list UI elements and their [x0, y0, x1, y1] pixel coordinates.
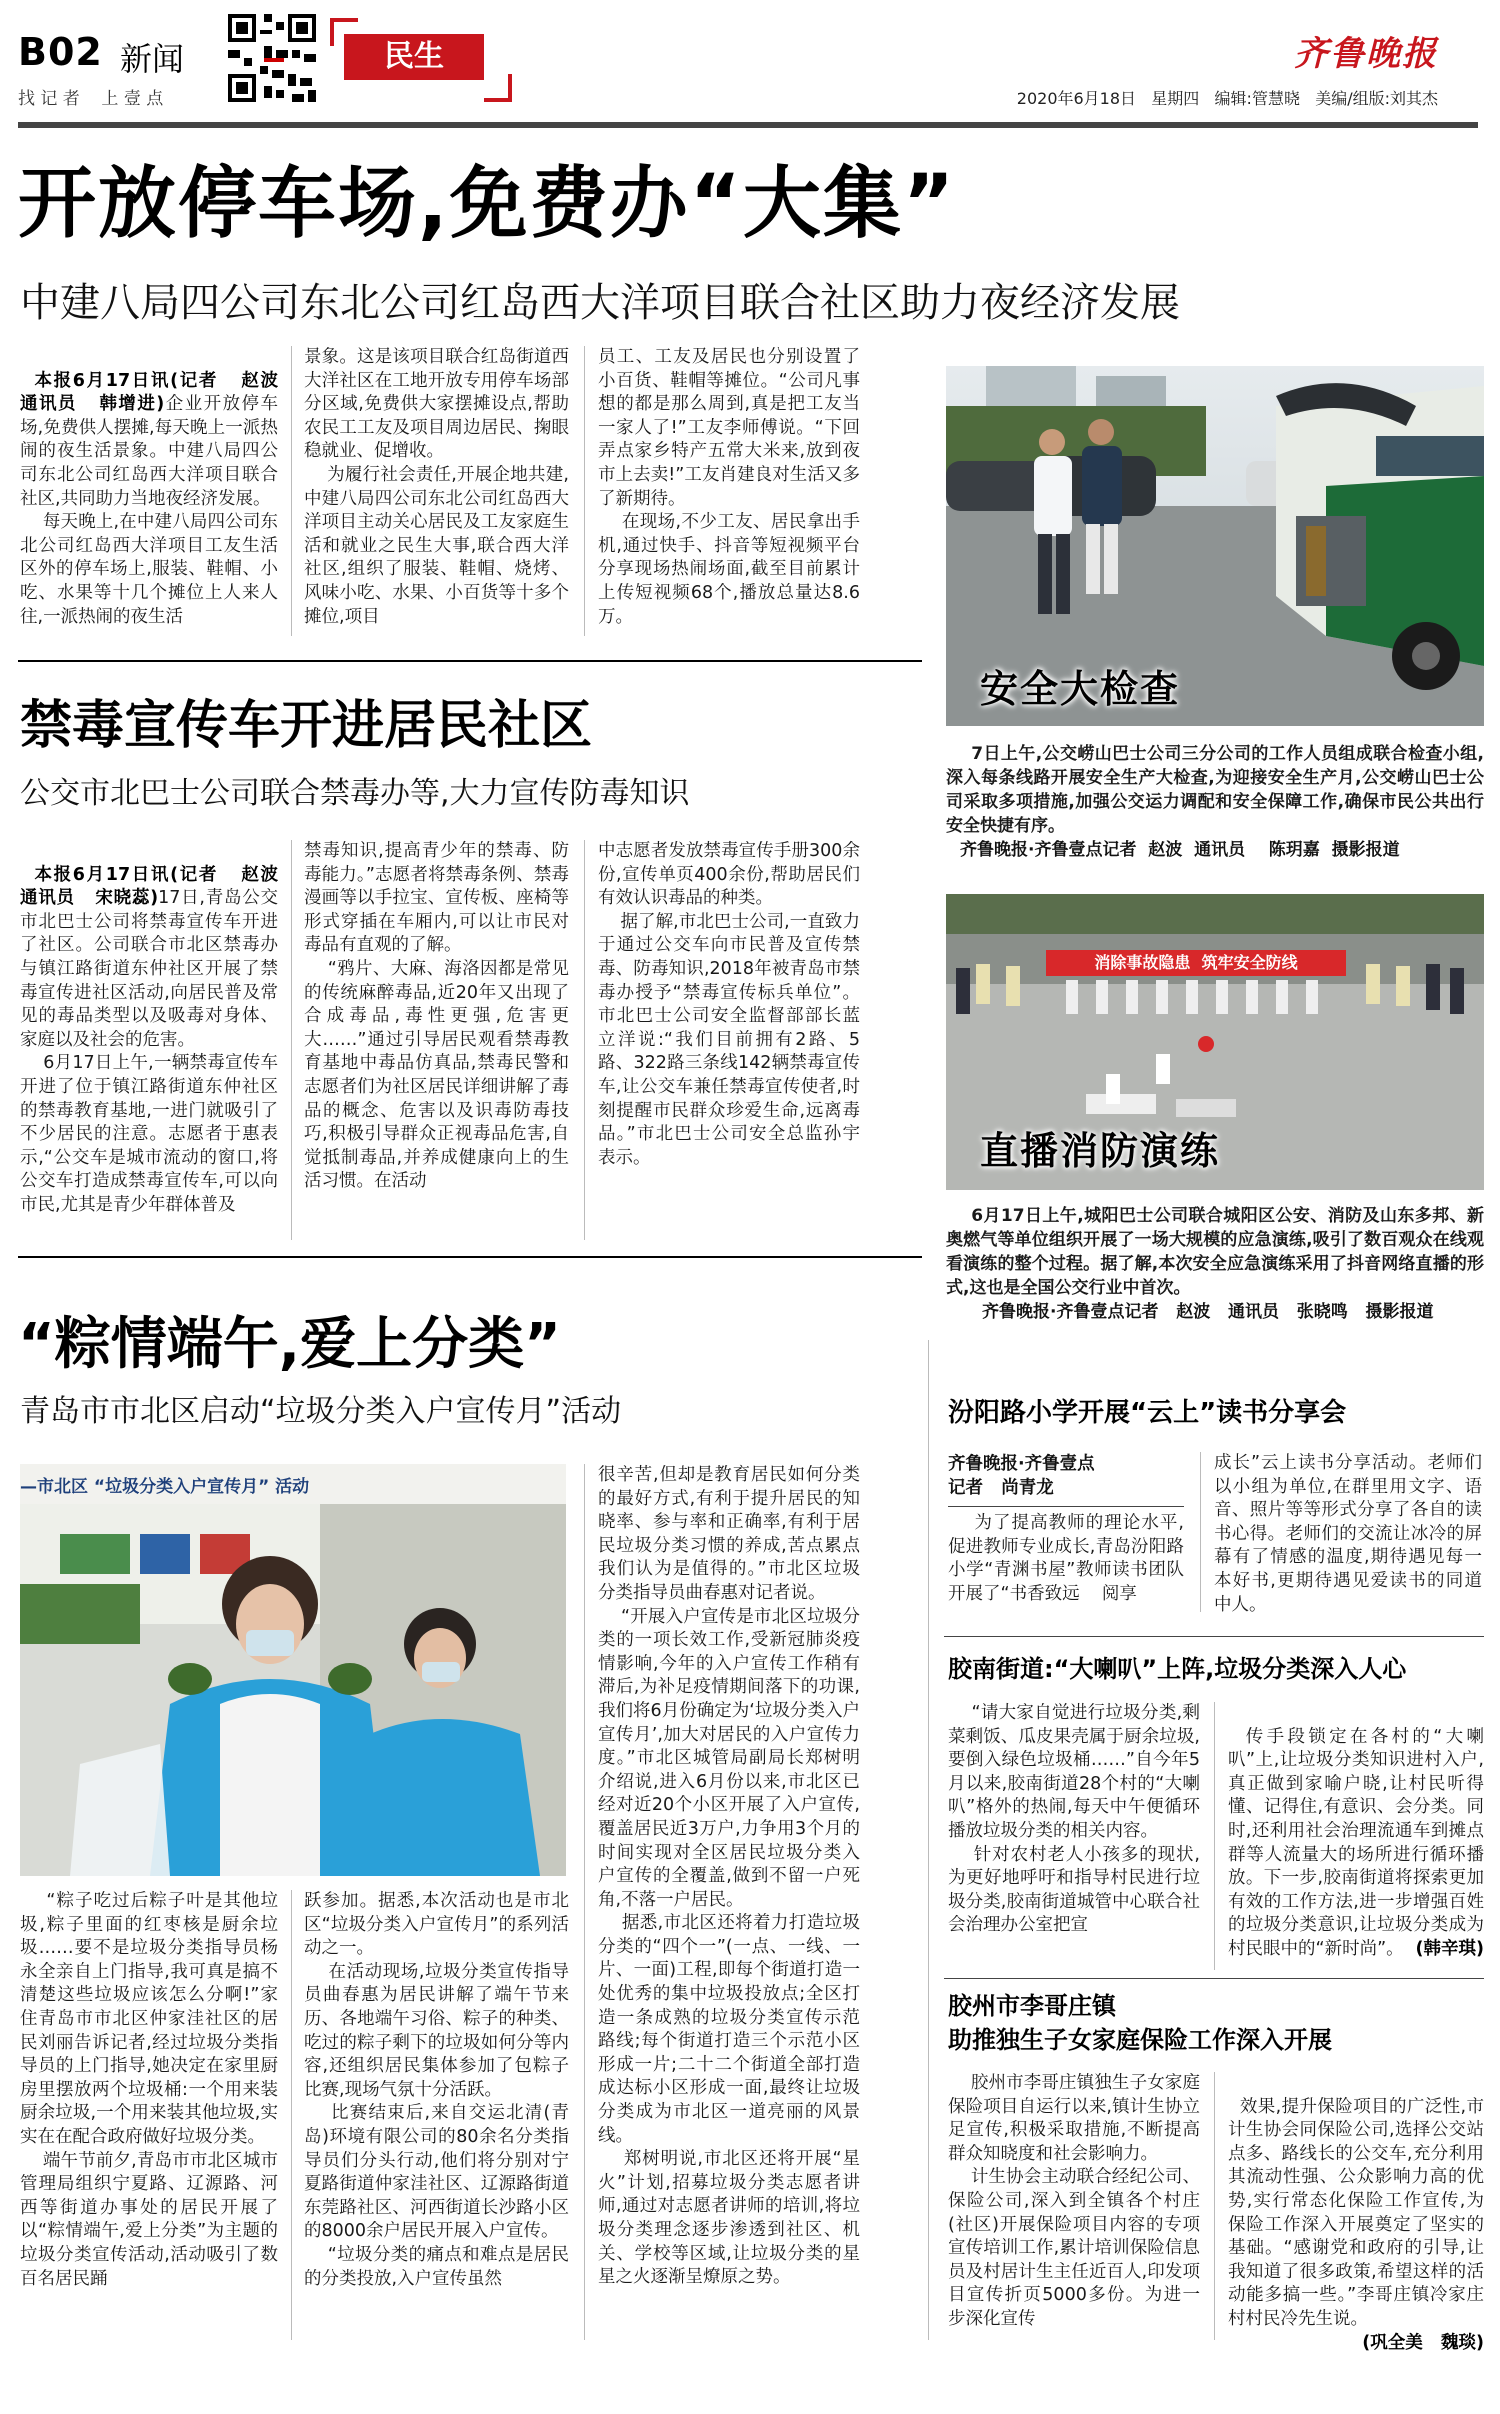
divider [1200, 1452, 1201, 1612]
story6-col2-text: 效果,提升保险项目的广泛性,市计生协会同保险公司,选择公交站点多、路线长的公交车,充分利用其流动性强、公众影响力高的优势,实行常态化保险工作宣传,为保险工作深入开展奠定了坚实的基础。“感谢党和政府的引导,让我知道了很多政策,希望这样的活动能多搞一些。”李哥庄镇冷家庄村村民冷先生说。 [1228, 2096, 1484, 2329]
story6-title2: 助推独生子女家庭保险工作深入开展 [948, 2026, 1332, 2054]
story2-byline: 本报6月17日讯(记者 赵波 通讯员 宋晓蕊) [20, 864, 291, 909]
section-name: 新闻 [120, 40, 185, 78]
masthead-tagline: 找 记 者 上 壹 点 [18, 89, 164, 109]
story2-col1-text: 17日,青岛公交市北巴士公司将禁毒宣传车开进了社区。公司联合市北区禁毒办与镇江路街道东仲社区开展了禁毒宣传进社区活动,向居民普及常见的毒品类型以及吸毒对身体、家庭以及社会的危害。 6月17日上午,一辆禁毒宣传车开进了位于镇江路街道东仲社区的禁毒教育基地,一进门就吸引了不少居民的注意。志愿者于惠表示,“公交车是城市流动的窗口,将公交车打造成禁毒宣传车,可以向市民,尤其是青少年群体普及 [20, 888, 278, 1215]
photo2-credit: 齐鲁晚报·齐鲁壹点记者 赵波 通讯员 张晓鸣 摄影报道 [982, 1302, 1434, 1322]
section-divider [944, 1636, 1484, 1637]
story1-byline: 本报6月17日讯(记者 赵波 通讯员 韩增进) [20, 370, 291, 415]
section-divider [18, 660, 922, 662]
story1-col1 [20, 346, 291, 636]
story1-subtitle: 中建八局四公司东北公司红岛西大洋项目联合社区助力夜经济发展 [20, 280, 1180, 326]
newspaper-logo: 齐鲁晚报 [1294, 34, 1438, 74]
divider [584, 840, 585, 1240]
story3-title: “粽情端午,爱上分类” [18, 1312, 561, 1377]
divider [291, 840, 292, 1240]
divider [1214, 2072, 1215, 2340]
divider [291, 1890, 292, 2340]
story1-col1-text: 企业开放停车场,免费供人摆摊,每天晚上一派热闹的夜生活景象。中建八局四公司东北公司红岛西大洋项目联合社区,共同助力当地夜经济发展。 每天晚上,在中建八局四公司东北公司红岛西大洋项目工友生活区外的停车场上,服装、鞋帽、小吃、水果等十几个摊位上人来人往,一派热闹的夜生活 [20, 394, 278, 627]
story3-subtitle: 青岛市市北区启动“垃圾分类入户宣传月”活动 [20, 1394, 622, 1429]
masthead-rule [18, 122, 1478, 128]
story2-col1 [20, 840, 291, 1240]
story1-col2: 景象。这是该项目联合红岛街道西大洋社区在工地开放专用停车场部分区域,免费供大家摆摊设点,帮助农民工工友及项目周边居民、掬眼稳就业、促增收。 为履行社会责任,开展企地共建,中建八局四公司东北公司红岛西大洋项目主动关心居民及工友家庭生活和就业之民生大事,联合西大洋社区,组织了服装、鞋帽、烧烤、风味小吃、水果、小百货等十多个摊位,项目 [304, 347, 569, 627]
divider [1214, 1702, 1215, 1970]
story4-title: 汾阳路小学开展“云上”读书分享会 [948, 1398, 1347, 1428]
story5-signoff: (韩辛琪) [1415, 1938, 1484, 1959]
story2-title: 禁毒宣传车开进居民社区 [20, 696, 593, 756]
story5-title: 胶南街道:“大喇叭”上阵,垃圾分类深入人心 [948, 1655, 1407, 1683]
story3-below2: 跃参加。据悉,本次活动也是市北区“垃圾分类入户宣传月”的系列活动之一。 在活动现场,垃圾分类宣传指导员曲春惠为居民讲解了端午节来历、各地端午习俗、粽子的种类、吃过的粽子剩下的垃圾如何分等内容,还组织居民集体参加了包粽子比赛,现场气氛十分活跃。 比赛结束后,来自交运北清(青岛)环境有限公司的80余名分类指导员们分头行动,他们将分别对宁夏路街道仲家洼社区、辽源路街道东莞路社区、河西街道长沙路小区的8000余户居民开展入户宣传。 “垃圾分类的痛点和难点是居民的分类投放,入户宣传虽然 [304, 1891, 569, 2289]
story3-below1: “粽子吃过后粽子叶是其他垃圾,粽子里面的红枣核是厨余垃圾……要不是垃圾分类指导员杨永全亲自上门指导,我可真是搞不清楚这些垃圾应该怎么分啊!”家住青岛市市北区仲家洼社区的居民刘丽告诉记者,经过垃圾分类指导员的上门指导,她决定在家里厨房里摆放两个垃圾桶:一个用来装厨余垃圾,一个用来装其他垃圾,实实在在配合政府做好垃圾分类。 端午节前夕,青岛市市北区城市管理局组织宁夏路、辽源路、河西等街道办事处的居民开展了以“粽情端午,爱上分类”为主题的垃圾分类宣传活动,活动吸引了数百名居民踊 [20, 1891, 278, 2289]
divider [928, 1340, 929, 2340]
date-line: 2020年6月18日 星期四 编辑:管慧晓 美编/组版:刘其杰 [1016, 89, 1438, 108]
photo-banner: —市北区 “垃圾分类入户宣传月” 活动 [20, 1477, 310, 1497]
story4-credit: 齐鲁晚报·齐鲁壹点 记者 尚青龙 [948, 1454, 1095, 1498]
story5-col2 [1228, 1702, 1484, 1970]
channel-badge [330, 18, 512, 102]
photo2-text: 6月17日上午,城阳巴士公司联合城阳区公安、消防及山东多邦、新奥燃气等单位组织开展了一场大规模的应急演练,吸引了数百观众在线观看演练的整个过程。据了解,本次安全应急演练采用了抖音网络直播的形式,这也是全国公交行业中首次。 [946, 1206, 1484, 1298]
story1-title: 开放停车场,免费办“大集” [18, 159, 957, 249]
photo1-credit: 齐鲁晚报·齐鲁壹点记者 赵波 通讯员 陈玥嘉 摄影报道 [960, 840, 1400, 860]
photo1-caption: 安全大检查 [980, 667, 1181, 711]
story5-col2-text: 传手段锁定在各村的“大喇叭”上,让垃圾分类知识进村入户,真正做到家喻户晓,让村民听得懂、记得住,有意识、会分类。同时,还利用社会治理流通车到摊点群等人流量大的场所进行循环播放。下一步,胶南街道将探索更加有效的工作方法,进一步增强百姓的垃圾分类意识,让垃圾分类成为村民眼中的“新时尚”。 [1228, 1726, 1484, 1959]
credit-rule [948, 1506, 1184, 1507]
photo2-caption: 直播消防演练 [980, 1129, 1221, 1173]
photo-fire-drill [946, 894, 1484, 1190]
section-divider [18, 1256, 922, 1258]
masthead [0, 0, 1500, 128]
qr-code-icon [224, 10, 320, 106]
divider [291, 346, 292, 636]
photo-zongzi-event [20, 1464, 566, 1876]
story2-subtitle: 公交市北巴士公司联合禁毒办等,大力宣传防毒知识 [20, 776, 690, 811]
photo-safety-inspection [946, 366, 1484, 726]
zongzi-event-photo [20, 1464, 566, 1876]
story6-signoff: (巩全美 魏琰) [1362, 2332, 1484, 2353]
story2-col2: 禁毒知识,提高青少年的禁毒、防毒能力。”志愿者将禁毒条例、禁毒漫画等以手拉宝、宣传板、座椅等形式穿插在车厢内,可以让市民对毒品有直观的了解。 “鸦片、大麻、海洛因都是常见的传统麻醉毒品,近20年又出现了合成毒品,毒性更强,危害更大……”通过引导居民观看禁毒教育基地中毒品仿真品,禁毒民警和志愿者们为社区居民详细讲解了毒品的概念、危害以及识毒防毒技巧,积极引导群众正视毒品危害,自觉抵制毒品,并养成健康向上的生活习惯。在活动 [304, 841, 569, 1192]
story4-col1: 为了提高教师的理论水平,促进教师专业成长,青岛汾阳路小学“青渊书屋”教师读书团队开展了“书香致远 阅享 [948, 1513, 1184, 1604]
story5-col1: “请大家自觉进行垃圾分类,剩菜剩饭、瓜皮果壳属于厨余垃圾,要倒入绿色垃圾桶……”自今年5月以来,胶南街道28个村的“大喇叭”格外的热闹,每天中午便循环播放垃圾分类的相关内容。 针对农村老人小孩多的现状,为更好地呼吁和指导村民进行垃圾分类,胶南街道城管中心联合社会治理办公室把宣 [948, 1703, 1200, 1936]
drill-banner: 消除事故隐患 筑牢安全防线 [1094, 953, 1298, 972]
photo1-text: 7日上午,公交崂山巴士公司三分公司的工作人员组成联合检查小组,深入每条线路开展安全生产大检查,为迎接安全生产月,公交崂山巴士公司采取多项措施,加强公交运力调配和安全保障工作,确保市民公共出行安全快捷有序。 [946, 744, 1484, 836]
story6-col2 [1228, 2072, 1484, 2353]
story2-col3: 中志愿者发放禁毒宣传手册300余份,宣传单页400余份,帮助居民们有效认识毒品的种类。 据了解,市北巴士公司,一直致力于通过公交车向市民普及宣传禁毒、防毒知识,2018年被青岛市禁毒办授予“禁毒宣传标兵单位”。市北巴士公司安全监督部部长蓝立洋说:“我们目前拥有2路、5路、322路三条线142辆禁毒宣传车,让公交车兼任禁毒宣传使者,时刻提醒市民群众珍爱生命,远离毒品。”市北巴士公司安全总监孙宇表示。 [598, 841, 860, 1168]
page-number: B02 [18, 30, 103, 74]
divider [584, 1464, 585, 2340]
story3-col3: 很辛苦,但却是教育居民如何分类的最好方式,有利于提升居民的知晓率、参与率和正确率,有利于居民垃圾分类习惯的养成,苦点累点我们认为是值得的。”市北区垃圾分类指导员曲春惠对记者说。 “开展入户宣传是市北区垃圾分类的一项长效工作,受新冠肺炎疫情影响,今年的入户宣传工作稍有滞后,为补足疫情期间落下的功课,我们将6月份确定为‘垃圾分类入户宣传月’,加大对居民的入户宣传力度。”市北区城管局副局长郑树明介绍说,进入6月份以来,市北区已经对近20个小区开展了入户宣传,覆盖居民近3万户,力争用3个月的时间实现对全区居民垃圾分类入户宣传的全覆盖,做到不留一户死角,不落一户居民。 据悉,市北区还将着力打造垃圾分类的“四个一”(一点、一线、一片、一面)工程,即每个街道打造一处优秀的集中垃圾投放点;全区打造一条成熟的垃圾分类宣传示范路线;每个街道打造三个示范小区形成一片;二十二个街道全部打造成达标小区形成一面,最终让垃圾分类成为市北区一道亮丽的风景线。 郑树明说,市北区还将开展“星火”计划,招募垃圾分类志愿者讲师,通过对志愿者讲师的培训,将垃圾分类理念逐步渗透到社区、机关、学校等区域,让垃圾分类的星星之火逐渐呈燎原之势。 [598, 1465, 860, 2288]
channel-label: 民生 [344, 34, 484, 80]
story1-col3: 员工、工友及居民也分别设置了小百货、鞋帽等摊位。“公司凡事想的都是那么周到,真是把工友当一家人了!”工友李师傅说。“下回弄点家乡特产五常大米来,放到夜市上去卖!”工友肖建良对生活又多了新期待。 在现场,不少工友、居民拿出手机,通过快手、抖音等短视频平台分享现场热闹场面,截至目前累计上传短视频68个,播放总量达8.6万。 [598, 347, 860, 627]
story6-col1: 胶州市李哥庄镇独生子女家庭保险项目自运行以来,镇计生协立足宣传,积极采取措施,不断提高群众知晓度和社会影响力。 计生协会主动联合经纪公司、保险公司,深入到全镇各个村庄(社区)开展保险项目内容的专项宣传培训工作,累计培训保险信息员及村居计生主任近百人,印发项目宣传折页5000多份。为进一步深化宣传 [948, 2073, 1200, 2329]
story4-col2: 成长”云上读书分享活动。老师们以小组为单位,在群里用文字、语音、照片等等形式分享了各自的读书心得。老师们的交流让冰冷的屏幕有了情感的温度,期待遇见每一本好书,更期待遇见爱读书的同道中人。 [1214, 1453, 1482, 1615]
section-divider [944, 1978, 1484, 1979]
story6-title1: 胶州市李哥庄镇 [948, 1992, 1116, 2020]
divider [584, 346, 585, 636]
